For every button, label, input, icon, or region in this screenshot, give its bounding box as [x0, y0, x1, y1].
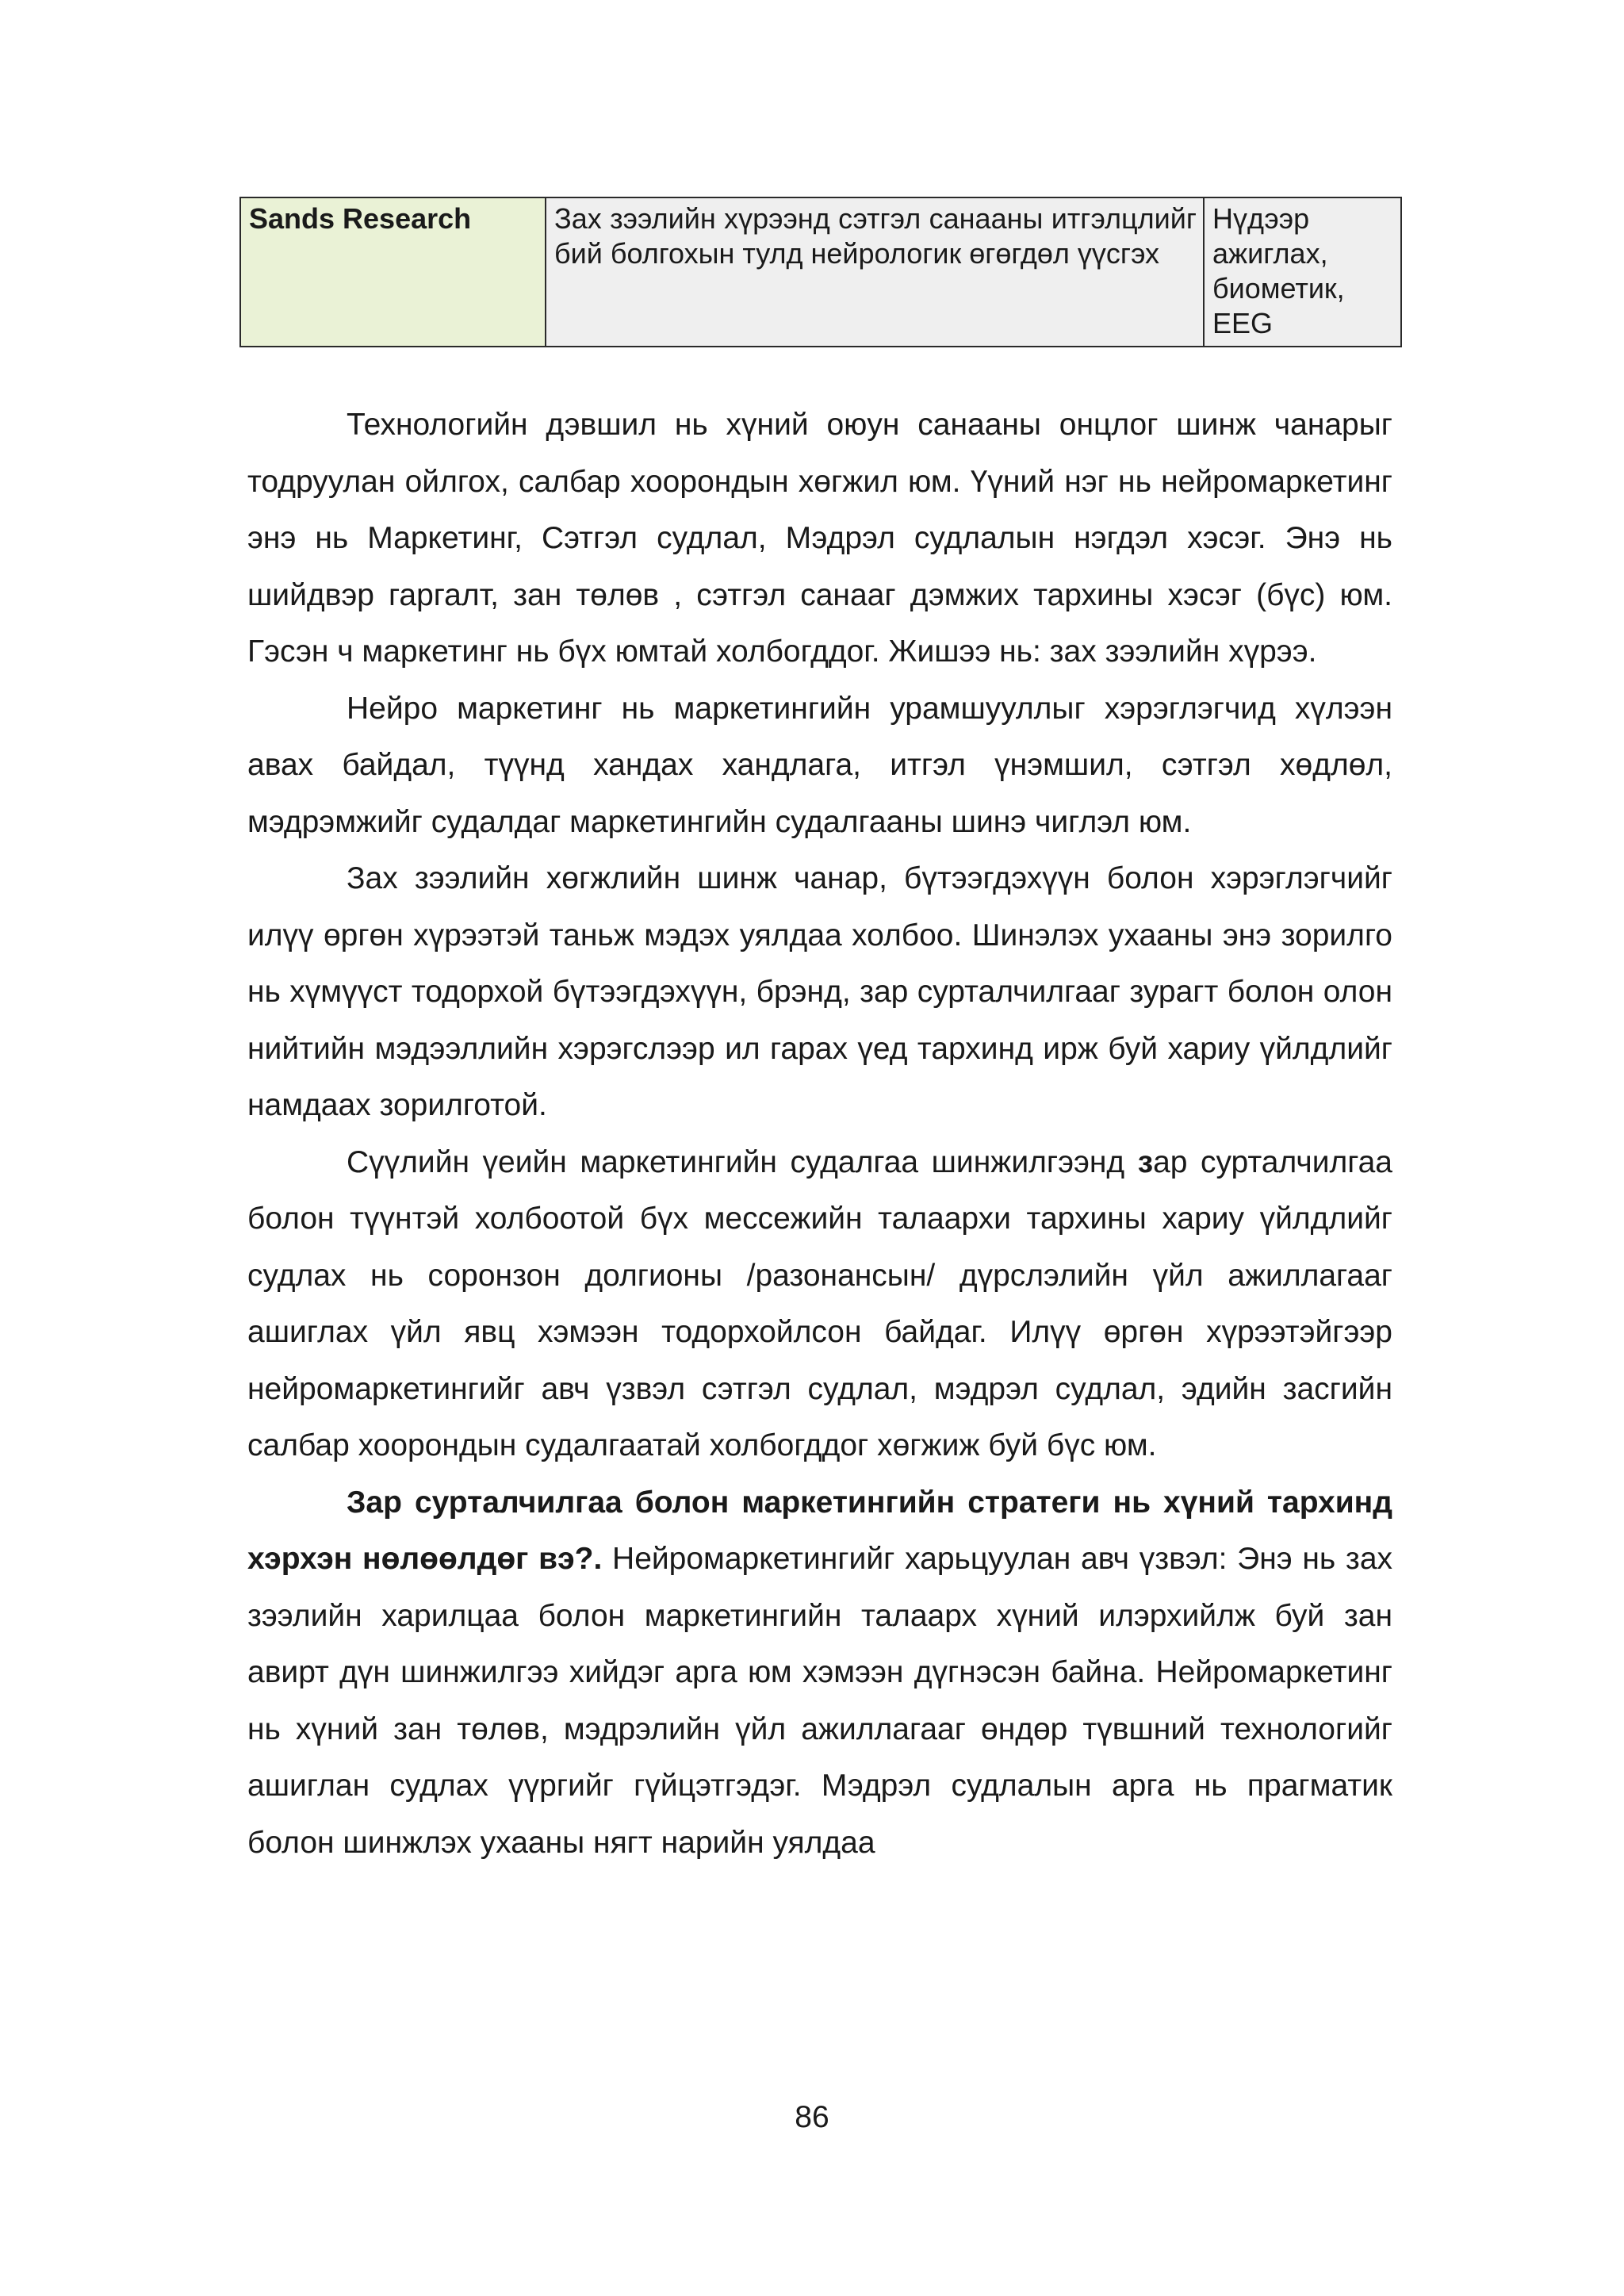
page-number: 86 — [795, 2100, 829, 2134]
research-table — [239, 197, 1402, 347]
body-text — [247, 397, 1392, 1871]
paragraph-4-start: Сүүлийн үеийн маркетингийн судалгаа шинжилгээнд — [347, 1144, 1138, 1179]
method-line: ажиглах, — [1212, 237, 1328, 270]
research-table-container — [239, 197, 1402, 347]
paragraph-1: Технологийн дэвшил нь хүний оюун санааны онцлог шинж чанарыг тодруулан ойлгох, салбар хоорондын хөгжил юм. Үүний нэг нь нейромаркетинг энэ нь Маркетинг, Сэтгэл судлал, Мэдрэл судлалын нэгдэл хэсэг. Энэ нь шийдвэр гаргалт, зан төлөв , сэтгэл санааг дэмжих тархины хэсэг (бүс) юм. Гэсэн ч маркетинг нь бүх юмтай холбогддог. Жишээ нь: зах зээлийн хүрээ. — [247, 408, 1392, 669]
method-line: Нүдээр — [1212, 202, 1310, 235]
company-name-cell: Sands Research — [240, 197, 546, 347]
paragraph-3: Зах зээлийн хөгжлийн шинж чанар, бүтээгдэхүүн болон хэрэглэгчийг илүү өргөн хүрээтэй таньж мэдэх уялдаа холбоо. Шинэлэх ухааны энэ зорилго нь хүмүүст тодорхой бүтээгдэхүүн, брэнд, зар сурталчилгааг зурагт болон олон нийтийн мэдээллийн хэрэгслээр ил гарах үед тархинд ирж буй хариу үйлдлийг намдаах зорилготой. — [247, 861, 1392, 1122]
paragraph-5-rest: Нейромаркетингийг харьцуулан авч үзвэл: Энэ нь зах зээлийн харилцаа болон маркетингийн талаарх хүний илэрхийлж буй зан авирт дүн шинжилгээ хийдэг арга юм хэмээн дүгнэсэн байна. Нейромаркетинг нь хүний зан төлөв, мэдрэлийн үйл ажиллагааг өндөр түвшний технологийг ашиглан судлах үүргийг гүйцэтгэдэг. Мэдрэл судлалын арга нь прагматик болон шинжлэх ухааны нягт нарийн уялдаа — [247, 1542, 1393, 1860]
method-line: EEG — [1212, 307, 1274, 339]
method-line: биометик, — [1212, 272, 1345, 305]
paragraph-2: Нейро маркетинг нь маркетингийн урамшууллыг хэрэглэгчид хүлээн авах байдал, түүнд хандах хандлага, итгэл үнэмшил, сэтгэл хөдлөл, мэдрэмжийг судалдаг маркетингийн судалгааны шинэ чиглэл юм. — [247, 691, 1392, 839]
description-cell: Зах зээлийн хүрээнд сэтгэл санааны итгэлцлийг бий болгохын тулд нейрологик өгөгдөл үүсгэх — [546, 197, 1204, 347]
table-row — [240, 197, 1401, 347]
paragraph-5 — [247, 1474, 1392, 1872]
paragraph-4 — [247, 1134, 1392, 1474]
paragraph-4-rest: ар сурталчилгаа болон түүнтэй холбоотой бүх мессежийн талаархи тархины хариу үйлдлийг судлах нь соронзон долгионы /разонансын/ дүрслэлийн үйл ажиллагааг ашиглах үйл явц хэмээн тодорхойлсон байдаг. Илүү өргөн хүрээтэйгээр нейромаркетингийг авч үзвэл сэтгэл судлал, мэдрэл судлал, эдийн засгийн салбар хоорондын судалгаатай холбогддог хөгжиж буй бүс юм. — [247, 1144, 1393, 1462]
method-cell — [1204, 197, 1401, 347]
paragraph-4-bold-letter: з — [1137, 1144, 1154, 1179]
bold-question: Зар сурталчилгаа болон маркетингийн стратеги нь хүний тархинд хэрхэн нөлөөлдөг вэ?. — [247, 1485, 1392, 1576]
